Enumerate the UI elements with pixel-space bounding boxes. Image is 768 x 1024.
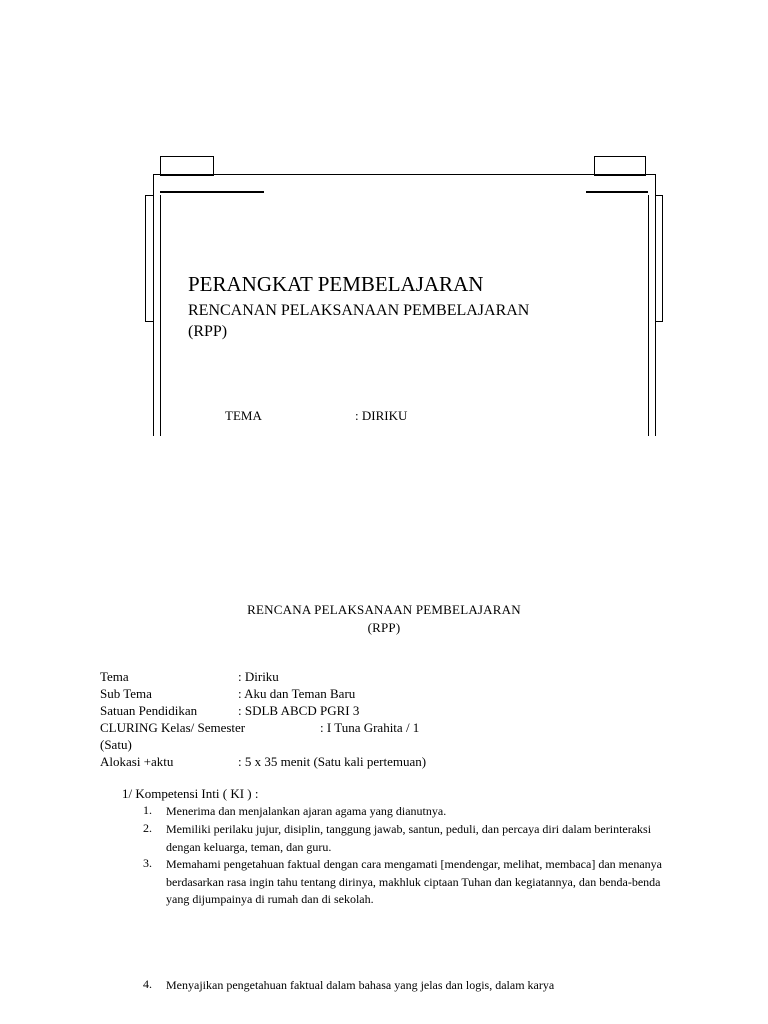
frame-line [160,191,264,193]
frame-tab-left [160,156,214,176]
ki-item-number: 2. [143,821,152,835]
meta-value: : Aku dan Teman Baru [238,686,356,701]
meta-value: : SDLB ABCD PGRI 3 [238,703,360,718]
frame-line [145,195,153,196]
ki-item-text: Menyajikan pengetahuan faktual dalam bahasa yang jelas dan logis, dalam karya [166,978,555,992]
ki-item-text: Memiliki perilaku jujur, disiplin, tanggung jawab, santun, peduli, dan percaya diri dalam berinteraksi dengan keluarga, teman, dan guru. [166,822,652,854]
cover-subtitle [188,300,588,342]
frame-line [145,321,153,322]
meta-value: : Diriku [238,669,279,684]
frame-line [160,195,161,436]
ki-item-text: Menerima dan menjalankan ajaran agama yang dianutnya. [166,804,447,818]
meta-label: Sub Tema [100,686,152,701]
cover-tema-label: TEMA [225,408,262,423]
frame-line [145,195,146,321]
ki-item-text: Memahami pengetahuan faktual dengan cara mengamati [mendengar, melihat, membaca] dan menanya berdasarkan rasa ingin tahu tentang dirinya, makhluk ciptaan Tuhan dan kegiatannya, dan benda-benda yang dijumpainya di rumah dan di sekolah. [166,857,662,906]
ki-item-number: 3. [143,856,152,870]
cover-subtitle-line2: (RPP) [188,323,228,340]
meta-label: Satuan Pendidikan [100,703,198,718]
meta-value: : I Tuna Grahita / 1 [320,720,420,735]
frame-line [153,174,154,436]
frame-tab-right [594,156,646,176]
frame-line [655,321,663,322]
frame-line [648,195,649,436]
frame-line [655,195,663,196]
meta-value: : 5 x 35 menit (Satu kali pertemuan) [238,754,427,769]
ki-heading: 1/ Kompetensi Inti ( KI ) : [122,786,259,801]
meta-label: CLURING Kelas/ Semester [100,720,246,735]
meta-label: Tema [100,669,129,684]
frame-line [655,174,656,436]
document-title: RENCANA PELAKSANAAN PEMBELAJARAN [247,602,521,617]
frame-line [586,191,648,193]
meta-label: Alokasi +aktu [100,754,174,769]
document-subtitle: (RPP) [367,620,401,635]
frame-line [153,174,655,175]
cover-subtitle-line1: RENCANAN PELAKSANAAN PEMBELAJARAN [188,302,530,319]
frame-line [662,195,663,321]
cover-title: PERANGKAT PEMBELAJARAN [188,272,484,296]
cover-tema-value: : DIRIKU [355,408,408,423]
ki-item-number: 4. [143,977,152,991]
ki-item-number: 1. [143,803,152,817]
meta-label: (Satu) [100,737,132,752]
